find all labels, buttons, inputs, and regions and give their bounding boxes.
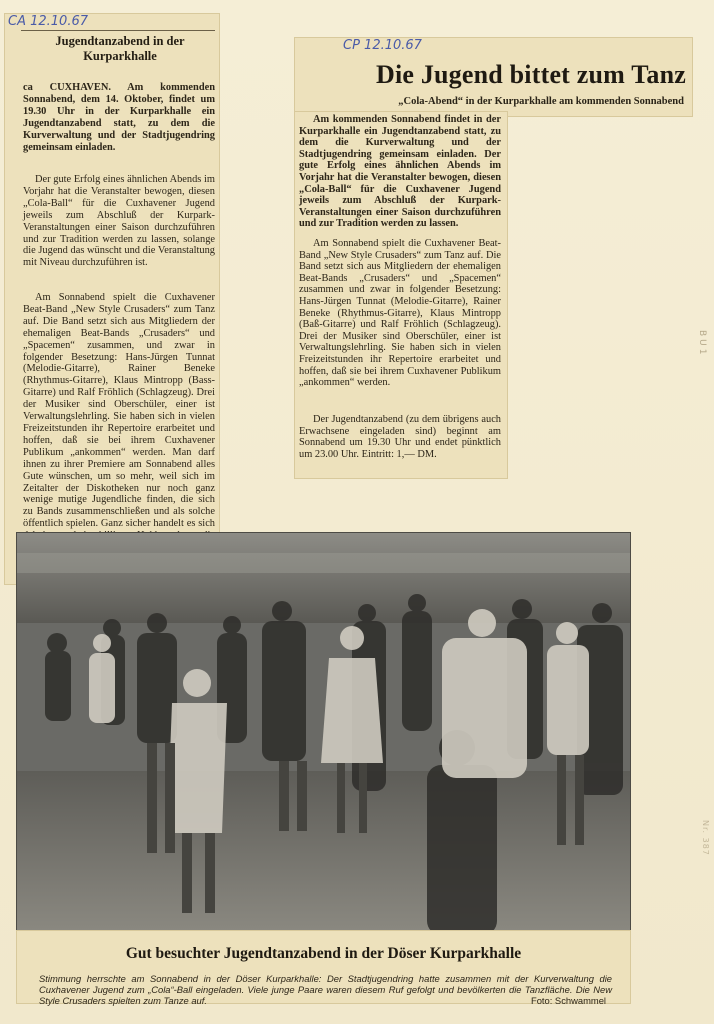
caption-headline: Gut besuchter Jugendtanzabend in der Döser Kurparkhalle bbox=[125, 945, 522, 962]
crowd-illustration bbox=[17, 533, 630, 931]
handwritten-date: CA 12.10.67 bbox=[8, 14, 88, 29]
article-paragraph: Am Sonnabend spielt die Cuxhavener Beat-Band „New Style Crusaders“ zum Tanz auf. Die Band setzt sich aus Mitgliedern der ehemaligen Beat-Bands „Crusaders“ und „Spacemen“ zusammen, und zwar in folgender Besetzung: Hans-Jürgen Tunnat (Melodie-Gitarre), Rainer Beneke (Rhythmus-Gitarre), Klaus Mintropp (Bass-Gitarre) und Ralf Fröhlich (Schlagzeug). Drei der Musiker sind Oberschüler, einer ist Verwaltungslehrling. Sie haben sich in vielen Freizeitstunden ihr Repertoire erarbeitet und hoffen, daß sie bei ihrem Cuxhavener Publikum „ankommen“ werden. Man darf ihnen zu ihrer Premiere am Sonnabend alles Gute wünschen, um so mehr, weil sich im Zeitalter der Diskotheken nur noch ganz wenige mutige Jugendliche finden, die sich zu Bands zusammenschließen und als solche öffentlich spielen. Ganz sicher handelt es sich bbox=[23, 292, 215, 530]
divider bbox=[21, 30, 215, 31]
newspaper-clipping-right-header bbox=[295, 38, 692, 116]
article-paragraph: Der Jugendtanzabend (zu dem übrigens auch Erwachsene eingeladen sind) beginnt am Sonnabend um 19.30 Uhr und endet pünktlich um 23.00 Uhr. Eintritt: 1,— DM. bbox=[299, 414, 501, 460]
article-paragraph: Der gute Erfolg eines ähnlichen Abends im Vorjahr hat die Veranstalter bewogen, diesen „Cola-Ball“ für die Cuxhavener Jugend jeweils zum Abschluß der Kurpark-Veranstaltungen einer Saison durchzuführen und zur Tradition werden zu lassen, solange die Jugend das wünscht und die Veranstaltung mit Niveau durchzuführen ist. bbox=[23, 174, 215, 269]
caption-body: Stimmung herrschte am Sonnabend in der Döser Kurparkhalle: Der Stadtjugendring hatte zusammen mit der Kurverwaltung die Cuxhavener Jugend zum „Cola“-Ball eingeladen. Viele junge Paare waren diesem Ruf gefolgt und bevölkerten die Tanzfläche. Die New Style Crusaders spielten zum Tanze auf. bbox=[39, 973, 612, 1006]
article-lead: ca CUXHAVEN. Am kommenden Sonnabend, dem 14. Oktober, findet um 19.30 Uhr in der Kurparkhalle ein Jugendtanzabend statt, zu dem die Kurverwaltung und der Stadtjugendring gemeinsam einladen. bbox=[23, 82, 215, 153]
archive-stamp: Nr. 387 bbox=[701, 820, 710, 856]
newspaper-clipping-left bbox=[5, 14, 219, 584]
article-headline: Jugendtanzabend in der Kurparkhalle bbox=[55, 34, 185, 63]
photo-credit: Foto: Schwammel bbox=[530, 995, 606, 1006]
handwritten-date: CP 12.10.67 bbox=[343, 38, 422, 53]
article-lead: Am kommenden Sonnabend findet in der Kurparkhalle ein Jugendtanzabend statt, zu dem die Kurverwaltung und der Stadtjugendring gemeinsam einladen. Der gute Erfolg eines ähnlichen Abends im Vorjahr hat die Veranstalter bewogen, diesen „Cola-Ball“ für die Cuxhavener Jugend jeweils zum Abschluß der Kurpark-Veranstaltungen einer Saison durchzuführen und zur Tradition werden zu lassen. bbox=[299, 114, 501, 230]
caption-text bbox=[39, 973, 612, 1006]
article-subtitle: „Cola-Abend“ in der Kurparkhalle am kommenden Sonnabend bbox=[398, 96, 684, 107]
article-paragraph: Am Sonnabend spielt die Cuxhavener Beat-Band „New Style Crusaders“ zum Tanz auf. Die Band setzt sich aus Mitgliedern der ehemaligen Beat-Bands „Crusaders“ und „Spacemen“ zusammen und zwar in folgender Besetzung: Hans-Jürgen Tunnat (Melodie-Gitarre), Rainer Beneke (Rhythmus-Gitarre), Klaus Mintropp (Baß-Gitarre) und Ralf Fröhlich (Schlagzeug). Drei der Musiker sind Oberschüler, einer ist Verwaltungslehrling. Sie haben sich in vielen Freizeitstunden ihr Repertoire erarbeitet und hoffen, daß sie bei ihrem Cuxhavener Publikum „ankommen“ werden. bbox=[299, 238, 501, 389]
newspaper-clipping-right-body bbox=[295, 112, 507, 478]
dance-hall-photo bbox=[17, 533, 630, 931]
photo-caption-clipping bbox=[17, 931, 630, 1006]
article-title: Die Jugend bittet zum Tanz bbox=[375, 60, 686, 89]
archive-stamp: BU1 bbox=[697, 330, 707, 358]
